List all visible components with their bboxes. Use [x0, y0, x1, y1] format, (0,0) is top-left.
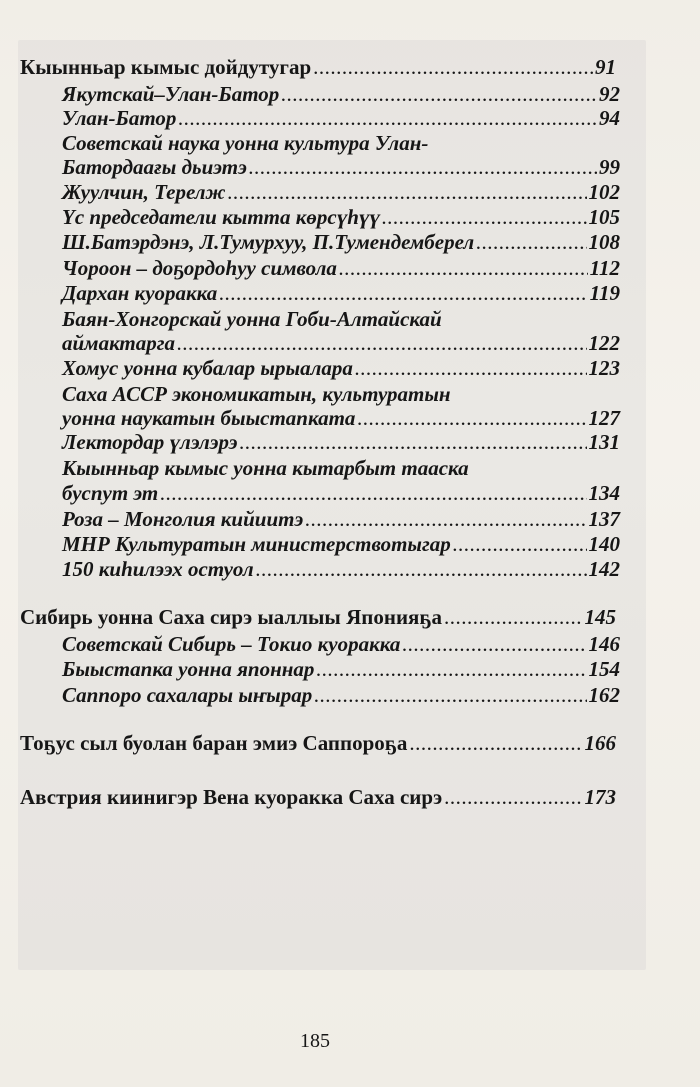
- toc-entry: [62, 632, 620, 657]
- leader-dots: [316, 657, 586, 682]
- toc-entry: [62, 532, 620, 557]
- toc-entry-title: Быыстапка уонна японнар: [62, 657, 315, 681]
- toc-entry-page: 122: [588, 331, 620, 355]
- toc-entry: [62, 657, 620, 682]
- toc-entry-title-line1: Баян-Хонгорскай уонна Гоби-Алтайскай: [62, 307, 442, 331]
- toc-entry-title: Тоҕус сыл буолан баран эмиэ Саппороҕа: [20, 731, 408, 755]
- toc-entry-title: уонна наукатын быыстапката: [62, 406, 356, 430]
- toc-entry-title: Ш.Батэрдэнэ, Л.Тумурхуу, П.Тумендемберел: [62, 230, 475, 254]
- toc-entry-title: Үс председатели кытта көрсүһүү: [62, 205, 380, 229]
- leader-dots: [178, 106, 597, 131]
- toc-entry: [62, 507, 620, 532]
- leader-dots: [402, 632, 586, 657]
- toc-entry-page: 154: [588, 657, 620, 681]
- toc-entry-page: 91: [595, 55, 616, 79]
- toc-entry: [62, 356, 620, 381]
- toc-entry-page: 162: [588, 683, 620, 707]
- leader-dots: [339, 256, 588, 281]
- toc-entry: [20, 605, 616, 630]
- toc-entry-title: буспут эт: [62, 481, 159, 505]
- toc-entry-title: Лектордар үлэлэрэ: [62, 430, 238, 454]
- leader-dots: [177, 331, 586, 356]
- toc-entry: [20, 731, 616, 756]
- toc-entry-title: аймактарга: [62, 331, 176, 355]
- toc-entry-page: 166: [584, 731, 616, 755]
- toc-entry: [62, 106, 620, 131]
- toc-entry: [62, 406, 620, 431]
- toc-entry-page: 102: [588, 180, 620, 204]
- toc-entry-title: Жуулчин, Терелж: [62, 180, 226, 204]
- toc-entry-title: Роза – Монголия кийиитэ: [62, 507, 304, 531]
- toc-entry-title: Якутскай–Улан-Батор: [62, 82, 280, 106]
- toc-entry: [20, 55, 616, 80]
- toc-entry: [62, 256, 620, 281]
- leader-dots: [476, 230, 586, 255]
- toc-entry-page: 119: [589, 281, 620, 305]
- toc-entry-page: 131: [588, 430, 620, 454]
- toc-entry: [62, 557, 620, 582]
- toc-entry-page: 105: [588, 205, 620, 229]
- leader-dots: [382, 205, 587, 230]
- leader-dots: [444, 605, 582, 630]
- toc-entry-title: Дархан куоракка: [62, 281, 218, 305]
- toc-entry-page: 99: [599, 155, 620, 179]
- toc-entry-page: 142: [588, 557, 620, 581]
- leader-dots: [453, 532, 587, 557]
- toc-entry-title-line1: Кыынньар кымыс уонна кытарбыт тааска: [62, 456, 469, 480]
- leader-dots: [313, 55, 593, 80]
- leader-dots: [219, 281, 587, 306]
- toc-entry-title: Саппоро сахалары ыҥырар: [62, 683, 313, 707]
- toc-entry-page: 94: [599, 106, 620, 130]
- toc-entry-page: 134: [588, 481, 620, 505]
- leader-dots: [160, 481, 586, 506]
- leader-dots: [249, 155, 597, 180]
- toc-entry-page: 112: [589, 256, 620, 280]
- toc-entry-page: 173: [584, 785, 616, 809]
- toc-entry-page: 145: [584, 605, 616, 629]
- toc-entry: [62, 481, 620, 506]
- toc-entry-page: 92: [599, 82, 620, 106]
- toc-entry: [62, 430, 620, 455]
- leader-dots: [409, 731, 582, 756]
- toc-entry: [62, 683, 620, 708]
- toc-entry-page: 123: [588, 356, 620, 380]
- toc-entry-title: Хомус уонна кубалар ырыалара: [62, 356, 353, 380]
- leader-dots: [444, 785, 582, 810]
- toc-entry: [62, 180, 620, 205]
- toc-entry-title: Сибирь уонна Саха сирэ ыаллыы Японияҕа: [20, 605, 443, 629]
- toc-entry-page: 127: [588, 406, 620, 430]
- toc-entry-title: Батордаағы дьиэтэ: [62, 155, 247, 179]
- toc-entry: [62, 155, 620, 180]
- toc-entry-title: Австрия киинигэр Вена куоракка Саха сирэ: [20, 785, 443, 809]
- leader-dots: [314, 683, 586, 708]
- toc-entry-title-line1: Саха АССР экономикатын, культуратын: [62, 382, 451, 406]
- leader-dots: [305, 507, 586, 532]
- toc-entry: [62, 281, 620, 306]
- leader-dots: [239, 430, 586, 455]
- toc-entry: [20, 785, 616, 810]
- leader-dots: [281, 82, 597, 107]
- toc-entry-title: Советскай Сибирь – Токио куоракка: [62, 632, 401, 656]
- toc-entry: [62, 205, 620, 230]
- page-number: 185: [300, 1030, 330, 1052]
- toc-entry-title-line1: Советскай наука уонна культура Улан-: [62, 131, 429, 155]
- leader-dots: [357, 406, 586, 431]
- leader-dots: [256, 557, 587, 582]
- toc-entry-title: Кыынньар кымыс дойдутугар: [20, 55, 312, 79]
- toc-entry-title: 150 киһилээх остуол: [62, 557, 254, 581]
- leader-dots: [228, 180, 587, 205]
- leader-dots: [355, 356, 587, 381]
- toc-entry: [62, 230, 620, 255]
- toc-entry: [62, 82, 620, 107]
- toc-entry-title: Чороон – доҕордоһуу символа: [62, 256, 337, 280]
- toc-entry-page: 137: [588, 507, 620, 531]
- toc-entry-title: Улан-Батор: [62, 106, 177, 130]
- toc-entry: [62, 331, 620, 356]
- toc-entry-title: МНР Культуратын министерствотыгар: [62, 532, 451, 556]
- toc-entry-page: 140: [588, 532, 620, 556]
- toc-entry-page: 146: [588, 632, 620, 656]
- toc-entry-page: 108: [588, 230, 620, 254]
